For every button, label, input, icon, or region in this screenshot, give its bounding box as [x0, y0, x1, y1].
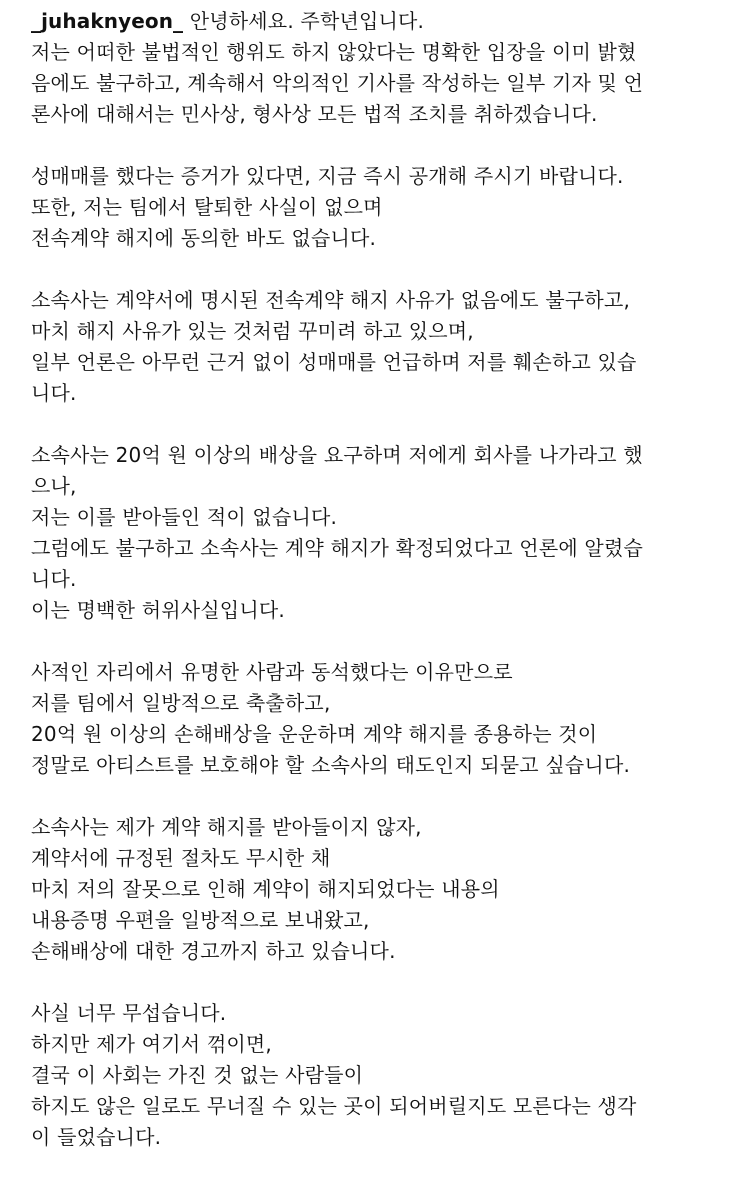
caption-line: 계약서에 규정된 절차도 무시한 채	[31, 846, 331, 870]
caption-intro: 안녕하세요. 주학년입니다.	[183, 9, 425, 33]
caption-line: 소속사는 제가 계약 해지를 받아들이지 않자,	[31, 815, 422, 839]
caption-line: 니다.	[31, 381, 77, 405]
paragraph-spacer	[31, 967, 749, 998]
caption-line: 으나,	[31, 474, 77, 498]
caption-line: 이 들었습니다.	[31, 1125, 162, 1149]
caption-line: 마치 해지 사유가 있는 것처럼 꾸미려 하고 있으며,	[31, 319, 474, 343]
caption-line: 20억 원 이상의 손해배상을 운운하며 계약 해지를 종용하는 것이	[31, 722, 598, 746]
caption-line: 일부 언론은 아무런 근거 없이 성매매를 언급하며 저를 훼손하고 있습	[31, 350, 637, 374]
caption-line: 사실 너무 무섭습니다.	[31, 1001, 227, 1025]
paragraph-spacer	[31, 254, 749, 285]
caption-line: 저는 어떠한 불법적인 행위도 하지 않았다는 명확한 입장을 이미 밝혔	[31, 40, 637, 64]
caption-line: 결국 이 사회는 가진 것 없는 사람들이	[31, 1063, 364, 1087]
caption-line: 그럼에도 불구하고 소속사는 계약 해지가 확정되었다고 언론에 알렸습	[31, 536, 643, 560]
paragraph-spacer	[31, 130, 749, 161]
caption-paragraph	[31, 440, 749, 626]
caption-line: 음에도 불구하고, 계속해서 악의적인 기사를 작성하는 일부 기자 및 언	[31, 71, 644, 95]
caption-paragraph	[31, 812, 749, 967]
caption-paragraph	[31, 657, 749, 781]
paragraph-spacer	[31, 781, 749, 812]
paragraph-spacer	[31, 626, 749, 657]
caption-paragraph	[31, 285, 749, 409]
caption-line: 소속사는 20억 원 이상의 배상을 요구하며 저에게 회사를 나가라고 했	[31, 443, 643, 467]
caption-header	[31, 6, 749, 37]
caption-line: 성매매를 했다는 증거가 있다면, 지금 즉시 공개해 주시기 바랍니다.	[31, 164, 624, 188]
caption-line: 하지만 제가 여기서 꺾이면,	[31, 1032, 272, 1056]
caption-line: 손해배상에 대한 경고까지 하고 있습니다.	[31, 939, 396, 963]
caption-paragraph	[31, 998, 749, 1153]
caption-line: 론사에 대해서는 민사상, 형사상 모든 법적 조치를 취하겠습니다.	[31, 102, 598, 126]
caption-line: 니다.	[31, 567, 77, 591]
caption-paragraph	[31, 37, 749, 130]
caption-paragraph	[31, 161, 749, 254]
caption-line: 하지도 않은 일로도 무너질 수 있는 곳이 되어버릴지도 모른다는 생각	[31, 1094, 637, 1118]
caption-line: 사적인 자리에서 유명한 사람과 동석했다는 이유만으로	[31, 660, 513, 684]
caption-line: 마치 저의 잘못으로 인해 계약이 해지되었다는 내용의	[31, 877, 500, 901]
caption-line: 저를 팀에서 일방적으로 축출하고,	[31, 691, 331, 715]
caption-line: 또한, 저는 팀에서 탈퇴한 사실이 없으며	[31, 195, 383, 219]
caption-line: 소속사는 계약서에 명시된 전속계약 해지 사유가 없음에도 불구하고,	[31, 288, 631, 312]
caption-line: 저는 이를 받아들인 적이 없습니다.	[31, 505, 338, 529]
username-link[interactable]: _juhaknyeon_	[31, 9, 184, 33]
caption-line: 이는 명백한 허위사실입니다.	[31, 598, 285, 622]
caption-line: 정말로 아티스트를 보호해야 할 소속사의 태도인지 되묻고 싶습니다.	[31, 753, 631, 777]
paragraph-spacer	[31, 409, 749, 440]
caption-line: 전속계약 해지에 동의한 바도 없습니다.	[31, 226, 377, 250]
caption-line: 내용증명 우편을 일방적으로 보내왔고,	[31, 908, 370, 932]
